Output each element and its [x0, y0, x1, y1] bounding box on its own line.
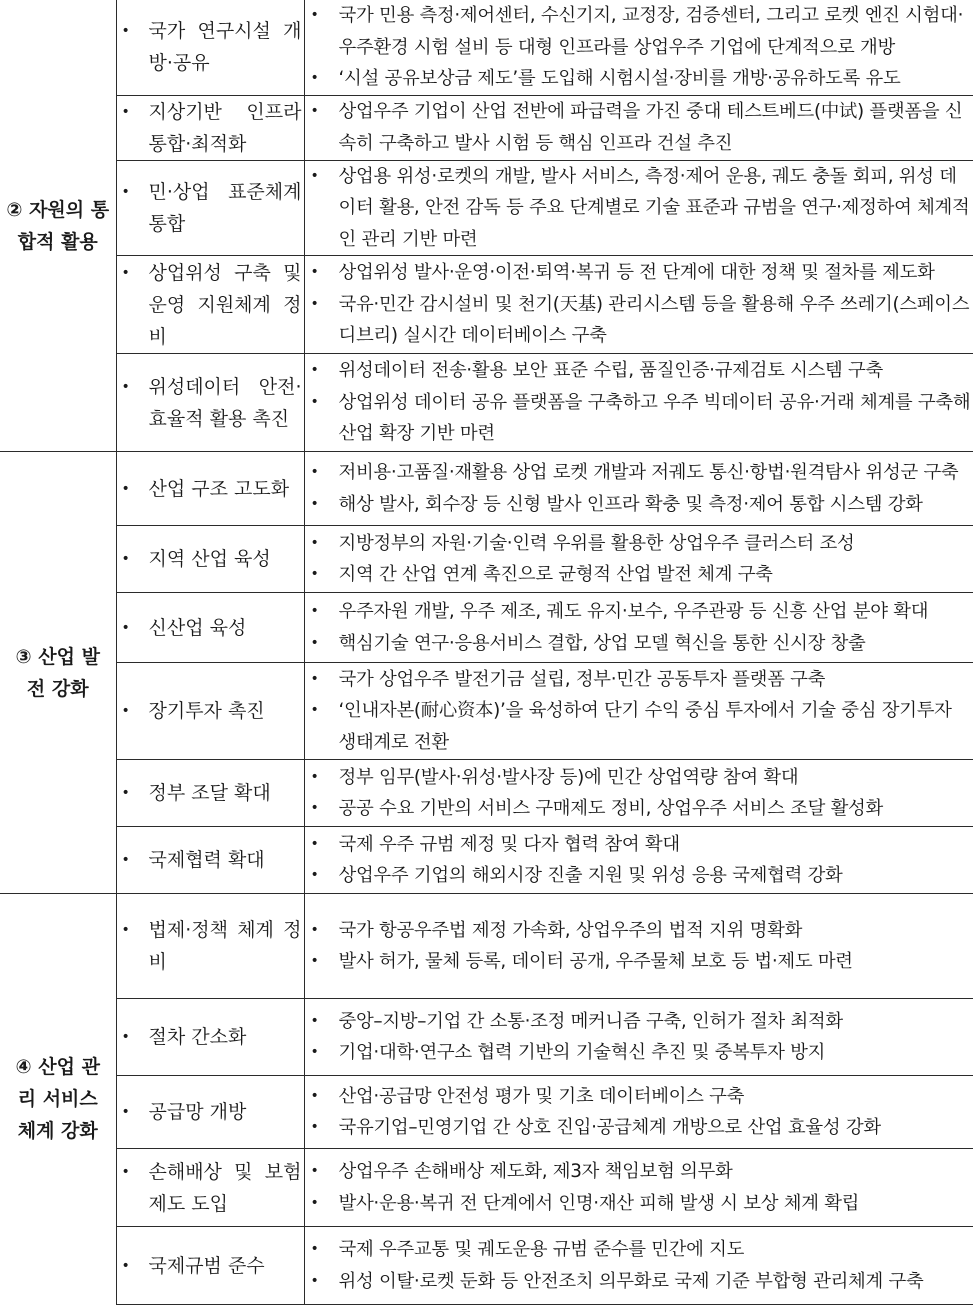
- bullet-icon: •: [121, 378, 130, 395]
- item-text: 상업용 위성·로켓의 개발, 발사 서비스, 측정·제어 운용, 궤도 충돌 회피, 위성 데이터 활용, 안전 감독 등 주요 단계별로 기술 표준과 규범을 연구·제정하여 체계적인 관리 기반 마련: [338, 165, 970, 250]
- topic-label: 민·상업 표준체계 통합: [148, 180, 302, 235]
- items-cell: [304, 1076, 973, 1149]
- list-item: [305, 1081, 972, 1113]
- list-item: [305, 695, 972, 758]
- item-text: 지역 간 산업 연계 촉진으로 균형적 산업 발전 체계 구축: [338, 564, 773, 585]
- table-row: [0, 1149, 973, 1227]
- list-item: [305, 457, 972, 489]
- items-cell: [304, 160, 973, 256]
- list-item: [305, 793, 972, 825]
- list-item: [305, 596, 972, 628]
- topic-label: 산업 구조 고도화: [148, 477, 290, 500]
- table-row: [0, 95, 973, 160]
- table-row: [0, 452, 973, 526]
- item-text: 국제 우주교통 및 궤도운용 규범 준수를 민간에 지도: [338, 1239, 745, 1260]
- bullet-icon: •: [310, 566, 319, 582]
- bullet-icon: •: [310, 603, 319, 619]
- bullet-icon: •: [310, 167, 319, 184]
- bullet-icon: •: [310, 464, 319, 480]
- list-item: [305, 915, 972, 947]
- item-text: 상업위성 발사·운영·이전·퇴역·복귀 등 전 단계에 대한 정책 및 절차를 제도화: [338, 262, 935, 284]
- list-item: [305, 355, 972, 387]
- table-row: [0, 256, 973, 354]
- items-cell: [304, 256, 973, 354]
- topic-cell: [116, 999, 304, 1076]
- item-text: 국유기업–민영기업 간 상호 진입·공급체계 개방으로 산업 효율성 강화: [338, 1117, 881, 1138]
- list-item: [305, 946, 972, 978]
- bullet-icon: •: [310, 921, 319, 938]
- bullet-icon: •: [121, 480, 130, 497]
- bullet-icon: •: [121, 551, 130, 567]
- table-row: [0, 526, 973, 593]
- items-cell: [304, 95, 973, 160]
- items-cell: [304, 1149, 973, 1227]
- table-row: [0, 999, 973, 1076]
- topic-cell: [116, 256, 304, 354]
- topic-cell: [116, 1076, 304, 1149]
- list-item: [305, 528, 972, 560]
- item-text: ‘인내자본(耐心资本)’을 육성하여 단기 수익 중심 투자에서 기술 중심 장기투자 생태계로 전환: [338, 700, 952, 753]
- bullet-icon: •: [310, 1272, 319, 1289]
- category-cell: [0, 894, 116, 1305]
- list-item: [305, 1266, 972, 1298]
- bullet-icon: •: [310, 1044, 319, 1060]
- bullet-icon: •: [121, 785, 130, 801]
- item-text: 국가 항공우주법 제정 가속화, 상업우주의 법적 지위 명확화: [338, 919, 803, 941]
- items-cell: [304, 894, 973, 999]
- bullet-icon: •: [310, 295, 319, 312]
- topic-label: 손해배상 및 보험제도 도입: [148, 1160, 302, 1215]
- list-item: [305, 559, 972, 591]
- item-text: 상업우주 기업의 해외시장 진출 지원 및 위성 응용 국제협력 강화: [338, 865, 843, 886]
- items-cell: [304, 452, 973, 526]
- item-text: 중앙–지방–기업 간 소통·조정 메커니즘 구축, 인허가 절차 최적화: [338, 1010, 843, 1032]
- bullet-icon: •: [310, 1241, 319, 1257]
- table-row: [0, 827, 973, 894]
- bullet-icon: •: [310, 867, 319, 883]
- bullet-icon: •: [310, 1163, 319, 1179]
- bullet-icon: •: [310, 264, 319, 281]
- topic-label: 상업위성 구축 및 운영 지원체계 정비: [148, 261, 302, 348]
- item-text: 저비용·고품질·재활용 상업 로켓 개발과 저궤도 통신·항법·원격탐사 위성군 구축: [338, 462, 959, 483]
- list-item: [305, 1156, 972, 1188]
- table-row: [0, 760, 973, 827]
- items-cell: [304, 1227, 973, 1305]
- item-text: 국제 우주 규범 제정 및 다자 협력 참여 확대: [338, 833, 680, 855]
- bullet-icon: •: [121, 619, 130, 636]
- bullet-icon: •: [121, 1104, 130, 1120]
- items-cell: [304, 999, 973, 1076]
- bullet-icon: •: [310, 800, 319, 816]
- category-label: ④ 산업 관리 서비스 체계 강화: [15, 1056, 100, 1143]
- topic-cell: [116, 0, 304, 95]
- topic-cell: [116, 827, 304, 894]
- bullet-icon: •: [310, 103, 319, 119]
- list-item: [305, 289, 972, 352]
- bullet-icon: •: [121, 264, 130, 281]
- bullet-icon: •: [310, 1012, 319, 1029]
- list-item: [305, 762, 972, 794]
- topic-cell: [116, 894, 304, 999]
- bullet-icon: •: [310, 702, 319, 719]
- bullet-icon: •: [121, 1257, 130, 1274]
- list-item: [305, 257, 972, 289]
- bullet-icon: •: [121, 23, 130, 40]
- item-text: 위성데이터 전송·활용 보안 표준 수립, 품질인증·규제검토 시스템 구축: [338, 360, 883, 382]
- item-text: 발사 허가, 물체 등록, 데이터 공개, 우주물체 보호 등 법·제도 마련: [338, 951, 853, 972]
- bullet-icon: •: [310, 634, 319, 651]
- item-text: 상업우주 손해배상 제도화, 제3자 책임보험 의무화: [338, 1161, 733, 1182]
- topic-cell: [116, 160, 304, 256]
- topic-label: 신산업 육성: [148, 616, 247, 639]
- item-text: 발사·운용·복귀 전 단계에서 인명·재산 피해 발생 시 보상 체계 확립: [338, 1192, 860, 1214]
- list-item: [305, 63, 972, 95]
- item-text: 위성 이탈·로켓 둔화 등 안전조치 의무화로 국제 기준 부합형 관리체계 구축: [338, 1270, 924, 1292]
- topic-label: 절차 간소화: [148, 1026, 247, 1048]
- topic-label: 국제협력 확대: [148, 849, 265, 871]
- list-item: [305, 860, 972, 892]
- item-text: 정부 임무(발사·위성·발사장 등)에 민간 상업역량 참여 확대: [338, 766, 799, 788]
- item-text: 산업·공급망 안전성 평가 및 기초 데이터베이스 구축: [338, 1085, 745, 1107]
- topic-cell: [116, 1149, 304, 1227]
- item-text: 핵심기술 연구·응용서비스 결합, 상업 모델 혁신을 통한 신시장 창출: [338, 632, 866, 654]
- category-label: ③ 산업 발전 강화: [15, 645, 100, 700]
- table-row: [0, 663, 973, 760]
- table-row: [0, 894, 973, 999]
- table-row: [0, 593, 973, 663]
- list-item: [305, 387, 972, 450]
- topic-label: 장기투자 촉진: [148, 700, 265, 722]
- bullet-icon: •: [310, 1194, 319, 1211]
- item-text: 우주자원 개발, 우주 제조, 궤도 유지·보수, 우주관광 등 신흥 산업 분야 확대: [338, 601, 929, 622]
- item-text: 해상 발사, 회수장 등 신형 발사 인프라 확충 및 측정·제어 통합 시스템 강화: [338, 493, 923, 515]
- item-text: 공공 수요 기반의 서비스 구매제도 정비, 상업우주 서비스 조달 활성화: [338, 798, 883, 819]
- bullet-icon: •: [121, 852, 130, 868]
- list-item: [305, 0, 972, 63]
- topic-cell: [116, 452, 304, 526]
- topic-label: 법제·정책 체계 정비: [148, 919, 302, 973]
- topic-cell: [116, 354, 304, 452]
- bullet-icon: •: [310, 1119, 319, 1135]
- items-cell: [304, 593, 973, 663]
- bullet-icon: •: [310, 768, 319, 785]
- bullet-icon: •: [121, 703, 130, 719]
- list-item: [305, 1006, 972, 1038]
- bullet-icon: •: [121, 103, 130, 120]
- topic-cell: [116, 663, 304, 760]
- list-item: [305, 1234, 972, 1266]
- item-text: 상업위성 데이터 공유 플랫폼을 구축하고 우주 빅데이터 공유·거래 체계를 구축해 산업 확장 기반 마련: [338, 391, 971, 445]
- item-text: 국가 민용 측정·제어센터, 수신기지, 교정장, 검증센터, 그리고 로켓 엔진 시험대·우주환경 시험 설비 등 대형 인프라를 상업우주 기업에 단계적으로 개방: [338, 5, 964, 58]
- topic-cell: [116, 95, 304, 160]
- topic-label: 위성데이터 안전·효율적 활용 촉진: [148, 375, 302, 430]
- topic-label: 국제규범 준수: [148, 1254, 265, 1277]
- bullet-icon: •: [121, 183, 130, 200]
- bullet-icon: •: [310, 362, 319, 379]
- category-cell: [0, 0, 116, 452]
- bullet-icon: •: [310, 70, 319, 86]
- items-cell: [304, 663, 973, 760]
- table-row: [0, 1076, 973, 1149]
- bullet-icon: •: [310, 835, 319, 852]
- list-item: [305, 1188, 972, 1220]
- topic-cell: [116, 593, 304, 663]
- bullet-icon: •: [310, 953, 319, 969]
- list-item: [305, 664, 972, 696]
- list-item: [305, 1112, 972, 1144]
- bullet-icon: •: [310, 670, 319, 687]
- list-item: [305, 628, 972, 660]
- items-cell: [304, 526, 973, 593]
- table-row: [0, 0, 973, 95]
- items-cell: [304, 827, 973, 894]
- bullet-icon: •: [310, 534, 319, 551]
- item-text: 기업·대학·연구소 협력 기반의 기술혁신 추진 및 중복투자 방지: [338, 1042, 826, 1063]
- table-row: [0, 354, 973, 452]
- topic-cell: [116, 1227, 304, 1305]
- category-label: ② 자원의 통합적 활용: [6, 198, 110, 253]
- topic-label: 공급망 개방: [148, 1101, 247, 1123]
- items-cell: [304, 760, 973, 827]
- topic-label: 지역 산업 육성: [148, 548, 271, 570]
- bullet-icon: •: [310, 495, 319, 512]
- list-item: [305, 161, 972, 256]
- item-text: 지방정부의 자원·기술·인력 우위를 활용한 상업우주 클러스터 조성: [338, 532, 855, 554]
- table-row: [0, 1227, 973, 1305]
- bullet-icon: •: [310, 7, 319, 23]
- topic-label: 지상기반 인프라 통합·최적화: [148, 100, 302, 155]
- bullet-icon: •: [310, 393, 319, 410]
- topic-label: 국가 연구시설 개방·공유: [148, 20, 302, 75]
- items-cell: [304, 0, 973, 95]
- item-text: 상업우주 기업이 산업 전반에 파급력을 가진 중대 테스트베드(中试) 플랫폼을 신속히 구축하고 발사 시험 등 핵심 인프라 건설 추진: [338, 101, 963, 154]
- category-cell: [0, 452, 116, 894]
- topic-label: 정부 조달 확대: [148, 782, 271, 804]
- list-item: [305, 1037, 972, 1069]
- table-row: [0, 160, 973, 256]
- list-item: [305, 96, 972, 159]
- item-text: 국유·민간 감시설비 및 천기(天基) 관리시스템 등을 활용해 우주 쓰레기(스페이스 디브리) 실시간 데이터베이스 구축: [338, 293, 970, 347]
- topic-cell: [116, 526, 304, 593]
- topic-cell: [116, 760, 304, 827]
- list-item: [305, 829, 972, 861]
- item-text: 국가 상업우주 발전기금 설립, 정부·민간 공동투자 플랫폼 구축: [338, 668, 826, 690]
- bullet-icon: •: [310, 1087, 319, 1104]
- bullet-icon: •: [121, 922, 130, 938]
- bullet-icon: •: [121, 1029, 130, 1045]
- item-text: ‘시설 공유보상금 제도’를 도입해 시험시설·장비를 개방·공유하도록 유도: [338, 68, 901, 89]
- bullet-icon: •: [121, 1163, 130, 1180]
- list-item: [305, 489, 972, 521]
- items-cell: [304, 354, 973, 452]
